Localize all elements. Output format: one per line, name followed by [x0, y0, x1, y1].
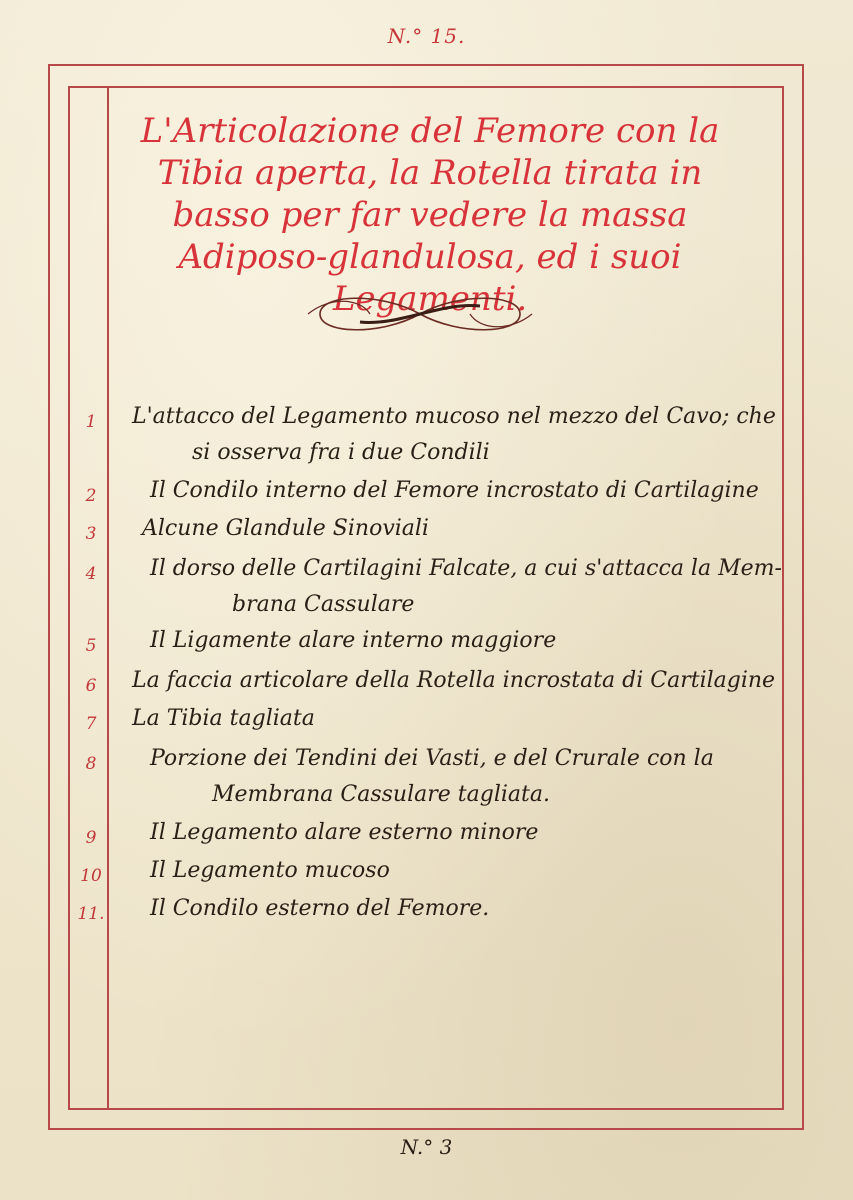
legend-item-text: La faccia articolare della Rotella incrostata di Cartilagine [132, 668, 776, 693]
legend-item-text: Porzione dei Tendini dei Vasti, e del Crurale con la [150, 746, 714, 771]
legend-item-number: 6 [85, 676, 97, 696]
legend-item-number: 5 [85, 636, 97, 656]
legend-item-number: 11. [77, 904, 105, 924]
legend-item-text: Il Legamento alare esterno minore [150, 820, 539, 845]
legend-item-number: 7 [85, 714, 97, 734]
legend-item-text: L'attacco del Legamento mucoso nel mezzo del Cavo; che [132, 404, 776, 429]
legend-item-number: 2 [85, 486, 97, 506]
legend-item-number: 10 [80, 866, 102, 886]
legend-item-text: brana Cassulare [232, 592, 415, 617]
legend-item-text: La Tibia tagliata [132, 706, 315, 731]
page-mark-top: N.° 15. [387, 24, 466, 48]
legend-item-number: 8 [85, 754, 97, 774]
legend-item-text: Alcune Glandule Sinoviali [142, 516, 429, 541]
legend-item-number: 3 [85, 524, 97, 544]
legend-item-text: Membrana Cassulare tagliata. [212, 782, 550, 807]
legend-item-text: Il Ligamente alare interno maggiore [150, 628, 557, 653]
legend-item-text: si osserva fra i due Condili [192, 440, 490, 465]
legend-item-number: 9 [85, 828, 97, 848]
page-title: L'Articolazione del Femore con la Tibia aperta, la Rotella tirata in basso per far vedere la massa Adiposo-glandulosa, ed i suoi Legamenti. [140, 111, 720, 319]
legend-item-text: Il Condilo esterno del Femore. [150, 896, 490, 921]
legend-item-text: Il dorso delle Cartilagini Falcate, a cui s'attacca la Mem- [150, 556, 782, 581]
legend-item-text: Il Condilo interno del Femore incrostato di Cartilagine [150, 478, 759, 503]
legend-item-number: 1 [85, 412, 97, 432]
legend-item-number: 4 [85, 564, 97, 584]
page-mark-bottom: N.° 3 [400, 1135, 453, 1159]
legend-item-text: Il Legamento mucoso [150, 858, 390, 883]
